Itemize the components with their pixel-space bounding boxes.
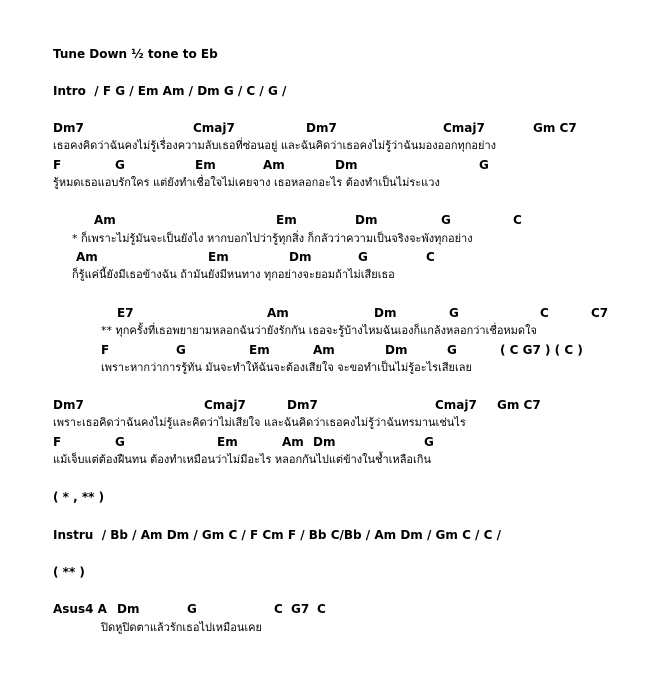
lyric-line: เพราะเธอคิดว่าฉันคงไม่รู้และคิดว่าไม่เสียใจ และฉันคิดว่าเธอคงไม่รู้ว่าฉันทรมานเช่นไร [53,416,466,429]
chord: F [53,435,62,449]
lyric-line: เพราะหากว่าการรู้ทัน มันจะทำให้ฉันจะต้องเสียใจ จะขอทำเป็นไม่รู้อะไรเสียเลย [101,361,472,374]
chord: Dm7 [287,398,318,412]
chord: Dm7 [306,121,337,135]
chord: Am [263,158,285,172]
chord: F [101,343,110,357]
chord: Em [208,250,229,264]
lyric-line: รู้หมดเธอแอบรักใคร แต่ยังทำเชื่อใจไม่เคยจาง เธอหลอกอะไร ต้องทำเป็นไม่ระแวง [53,176,440,189]
lyric-line: แม้เจ็บแต่ต้องฝืนทน ต้องทำเหมือนว่าไม่มีอะไร หลอกกันไปแต่ข้างในช้ำเหลือเกิน [53,453,431,466]
chord: ( C G7 ) ( C ) [500,343,583,357]
chord: G7 [291,602,310,616]
chord: G [441,213,451,227]
chord: Dm [313,435,336,449]
chord: G [479,158,489,172]
repeat-marker: ( * , ** ) [53,490,105,504]
chord: G [187,602,197,616]
chord: Am [267,306,289,320]
chord: Gm C7 [533,121,577,135]
tuning-note: Tune Down ½ tone to Eb [53,47,218,61]
chord: Em [195,158,216,172]
chord: Am [94,213,116,227]
chord: Am [76,250,98,264]
chord: Dm [385,343,408,357]
chord: Cmaj7 [443,121,485,135]
chord: Dm7 [53,398,84,412]
chord: Cmaj7 [204,398,246,412]
lyric-line: ก็รู้แค่นี้ยังมีเธอข้างฉัน ถ้ามันยังมีหนทาง ทุกอย่างจะยอมถ้าไม่เสียเธอ [72,268,395,281]
chord: C7 [591,306,609,320]
chord: Gm C7 [497,398,541,412]
chord: G [115,158,125,172]
chord: Dm [289,250,312,264]
chord: C [540,306,549,320]
intro-line: Intro / F G / Em Am / Dm G / C / G / [53,84,287,98]
chord: G [447,343,457,357]
chord: C [426,250,435,264]
instrumental-line: Instru / Bb / Am Dm / Gm C / F Cm F / Bb C/Bb / Am Dm / Gm C / C / [53,528,501,542]
chord: Cmaj7 [435,398,477,412]
chord: G [449,306,459,320]
chord: Dm [117,602,140,616]
chord: Em [217,435,238,449]
chord: Asus4 A [53,602,107,616]
chord: E7 [117,306,134,320]
chord: G [358,250,368,264]
lyric-line: * ก็เพราะไม่รู้มันจะเป็นยังไง หากบอกไปว่ารู้ทุกสิ่ง ก็กลัวว่าความเป็นจริงจะพังทุกอย่าง [72,232,473,245]
chord: Dm [355,213,378,227]
chord: C [317,602,326,616]
chord: Dm7 [53,121,84,135]
lyric-line: ** ทุกครั้งที่เธอพยายามหลอกฉันว่ายังรักกัน เธอจะรู้บ้างไหมฉันเองก็แกล้งหลอกว่าเชื่อหมดใจ [101,324,537,337]
chord: C [274,602,283,616]
chord: Cmaj7 [193,121,235,135]
lyric-line: ปิดหูปิดตาแล้วรักเธอไปเหมือนเคย [101,621,262,634]
chord: Em [249,343,270,357]
chord: Dm [374,306,397,320]
chord: Dm [335,158,358,172]
lyric-line: เธอคงคิดว่าฉันคงไม่รู้เรื่องความลับเธอที่ซ่อนอยู่ และฉันคิดว่าเธอคงไม่รู้ว่าฉันมองออกทุกอย่าง [53,139,496,152]
chord: Am [313,343,335,357]
chord: G [115,435,125,449]
chord: Em [276,213,297,227]
repeat-marker: ( ** ) [53,565,85,579]
chord: F [53,158,62,172]
chord: G [176,343,186,357]
chord: G [424,435,434,449]
chord: C [513,213,522,227]
chord: Am [282,435,304,449]
